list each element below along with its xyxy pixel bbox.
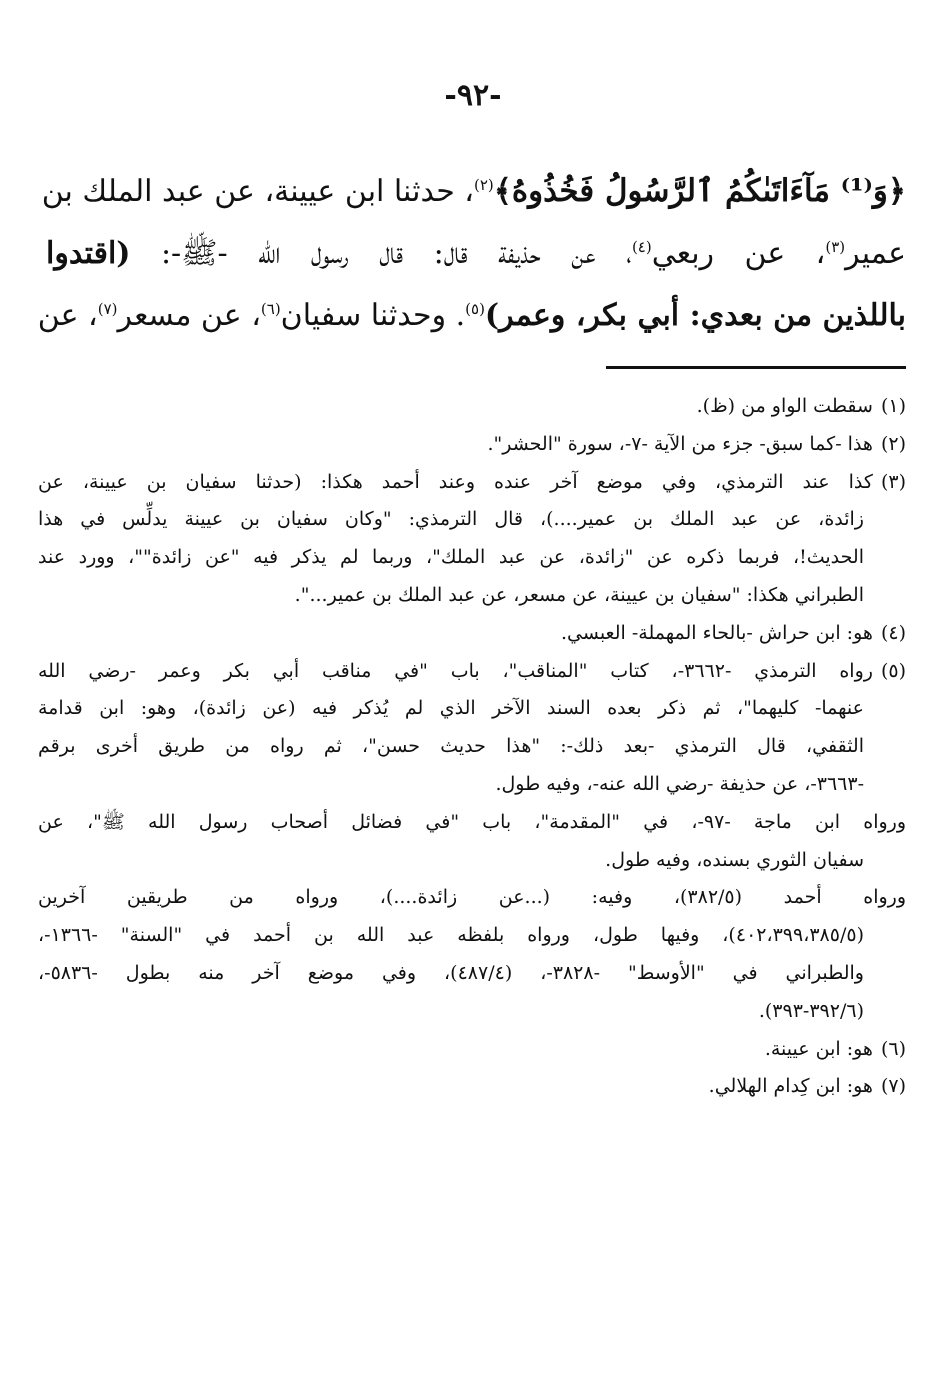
footnotes [38,388,906,1106]
footnote-5-ahmad [38,879,906,1030]
footnote-4 [38,615,906,653]
footnote-text: الثقفي، قال الترمذي -بعد ذلك-: "هذا حديث حسن"، ثم رواه من طريق أخرى برقم [38,735,864,758]
main-line-2-text-c: ، عن حذيفة قال: قال رسول الله -ﷺ-: [160,236,632,271]
footnote-text: سفيان الثوري بسنده، وفيه طول. [605,848,864,871]
hadith-bold-start: (اقتدوا [46,236,131,271]
footnote-text: هذا -كما سبق- جزء من الآية -٧-، سورة "الحشر". [487,432,873,455]
footnote-text: الحديث!، فربما ذكره عن "زائدة، عن عبد الملك"، وربما لم يذكر فيه "عن زائدة""، وورد عند [38,546,864,569]
footnote-6 [38,1031,906,1069]
page-number: -٩٢- [444,78,502,113]
footnote-text: هو: ابن عيينة. [764,1037,873,1060]
footnote-5 [38,653,906,804]
footnote-number: (٦) [880,1037,906,1060]
main-line-3-text-d: ، عن [37,298,98,333]
footnote-text: (٤٠٢،٣٩٩،٣٨٥/٥)، وفيها طول، ورواه بلفظه عبد الله بن أحمد في "السنة" -١٣٦٦-، [38,924,864,947]
main-line-2-text-a: عمير [845,236,906,271]
footnote-text: عنهما- كليهما"، ثم ذكر بعده السند الآخر الذي لم يُذكر فيه (عن زائدة)، وهو: ابن قدامة [38,697,864,720]
footnote-number: (٤) [880,621,906,644]
footnote-ref-4: (٤) [631,238,652,256]
footnote-ref-7: (٧) [97,300,118,318]
quran-verse: ﴿وَ⁽¹⁾ مَآءَاتَىٰكُمُ ٱلرَّسُولُ فَخُذُوهُ﴾ [493,173,906,209]
main-line-3-text-b: . وحدثنا سفيان [280,298,466,333]
footnote-ref-6: (٦) [260,300,281,318]
footnote-ref-5: (٥) [465,300,485,318]
footnote-text: ورواه أحمد (٣٨٢/٥)، وفيه: (...عن زائدة....)، ورواه من طريقين آخرين [38,886,906,909]
main-line-2 [46,223,906,285]
footnote-text: هو: ابن حراش -بالحاء المهملة- العبسي. [561,621,873,644]
main-line-1 [41,160,906,223]
footnote-number: (١) [880,395,906,417]
footnote-ref-3: (٣) [825,238,846,256]
footnote-text: والطبراني في "الأوسط" -٣٨٢٨-، (٤٨٧/٤)، وفي موضع آخر منه بطول -٥٨٣٦-، [38,961,864,984]
footnote-text: هو: ابن كِدام الهلالي. [708,1075,873,1098]
footnote-text: سقطت الواو من (ظ). [696,395,873,417]
footnote-1 [38,388,906,426]
main-text [37,160,906,347]
main-line-3-text-c: ، عن مسعر [117,298,261,333]
footnote-text: -٣٦٦٣-، عن حذيفة -رضي الله عنه-، وفيه طول. [495,772,864,795]
footnote-text: (٣٩٢/٦-٣٩٣). [758,999,864,1022]
footnote-divider [606,366,906,369]
footnote-5-ibn-majah [38,804,906,880]
footnote-number: (٧) [880,1075,906,1098]
footnote-text: كذا عند الترمذي، وفي موضع آخر عنده وعند أحمد هكذا: (حدثنا سفيان بن عيينة، عن [38,470,873,493]
footnote-7 [38,1068,906,1106]
footnote-number: (٢) [880,432,906,455]
footnote-2 [38,426,906,464]
main-line-2-text-b: ، عن ربعي [651,236,826,271]
footnote-text: الطبراني هكذا: "سفيان بن عيينة، عن مسعر، عن عبد الملك بن عمير...". [294,583,864,606]
footnote-text: ورواه ابن ماجة -٩٧-، في "المقدمة"، باب "في فضائل أصحاب رسول الله ﷺ"، عن [38,810,906,833]
footnote-number: (٥) [880,659,906,682]
footnote-text: رواه الترمذي -٣٦٦٢-، كتاب "المناقب"، باب "في مناقب أبي بكر وعمر -رضي الله [38,659,873,682]
footnote-text: زائدة، عن عبد الملك بن عمير....)، قال الترمذي: "وكان سفيان بن عيينة يدلِّس في هذا [38,508,864,531]
main-line-3 [37,285,906,347]
hadith-bold-end: باللذين من بعدي: أبي بكر، وعمر) [484,298,906,333]
footnote-3 [38,464,906,615]
footnote-number: (٣) [880,470,906,493]
main-line-1-text: ، حدثنا ابن عيينة، عن عبد الملك بن [41,174,474,209]
footnote-ref-2: (٢) [473,176,494,194]
